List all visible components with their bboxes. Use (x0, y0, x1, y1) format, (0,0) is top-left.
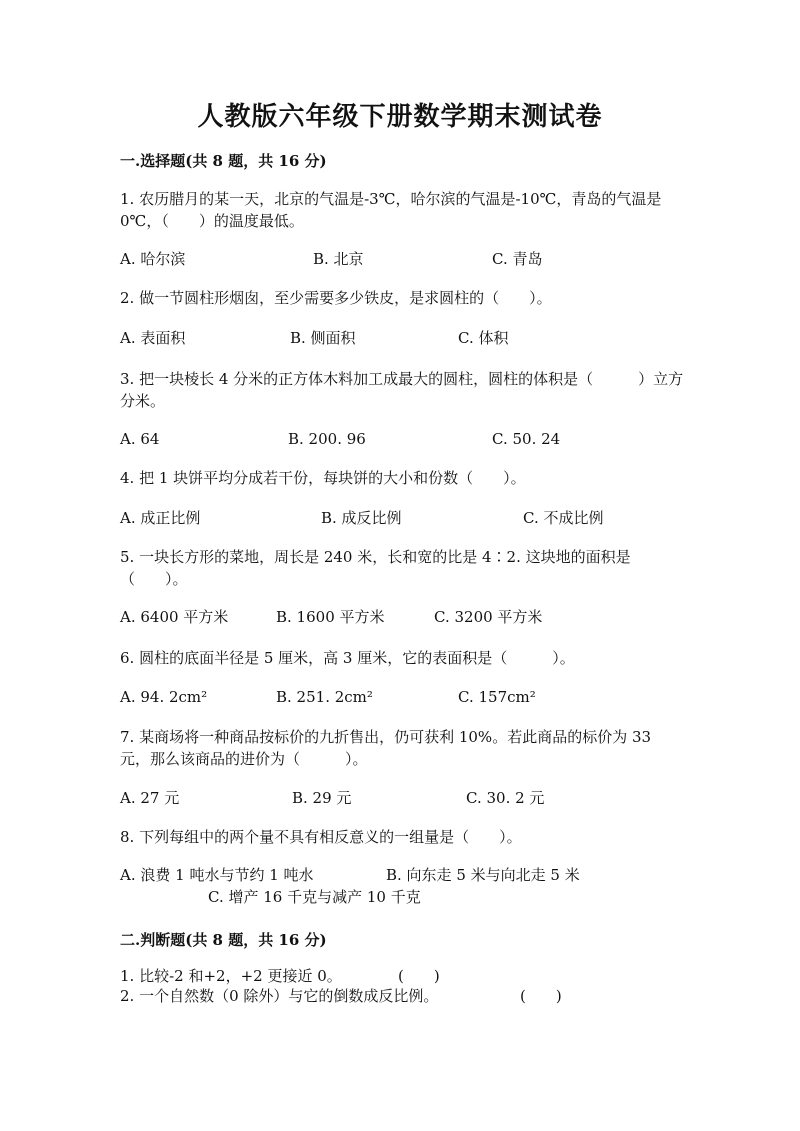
options-8-line2 (120, 886, 720, 908)
question-3: 3. 把一块棱长 4 分米的正方体木料加工成最大的圆柱，圆柱的体积是（ ）立方分米。 (120, 370, 684, 410)
options-8 (120, 864, 720, 886)
judgment-2 (120, 986, 720, 1006)
option-b: B. 29 元 (292, 789, 352, 807)
option-c: C. 青岛 (492, 250, 543, 268)
judgment-text: 1. 比较-2 和+2，+2 更接近 0。 (120, 967, 342, 985)
option-b: B. 251. 2cm² (276, 688, 373, 706)
judgment-text: 2. 一个自然数（0 除外）与它的倒数成反比例。 (120, 987, 439, 1005)
answer-blank: ( ) (398, 967, 440, 985)
option-c: C. 157cm² (458, 688, 536, 706)
option-c: C. 增产 16 千克与减产 10 千克 (208, 888, 421, 906)
question-7: 7. 某商场将一种商品按标价的九折售出，仍可获利 10%。若此商品的标价为 33 元，那么该商品的进价为（ ）。 (120, 728, 652, 768)
judgment-1 (120, 966, 720, 986)
question-4: 4. 把 1 块饼平均分成若干份，每块饼的大小和份数（ ）。 (120, 469, 526, 487)
option-b: B. 侧面积 (290, 329, 356, 347)
options-6 (120, 686, 720, 708)
option-a: A. 哈尔滨 (120, 250, 186, 268)
option-a: A. 64 (120, 430, 160, 448)
question-5: 5. 一块长方形的菜地，周长是 240 米，长和宽的比是 4∶2. 这块地的面积是（ ）。 (120, 548, 631, 588)
option-c: C. 不成比例 (523, 509, 604, 527)
page-title: 人教版六年级下册数学期末测试卷 (197, 102, 603, 132)
option-a: A. 94. 2cm² (120, 688, 208, 706)
option-c: C. 30. 2 元 (466, 789, 545, 807)
question-2: 2. 做一节圆柱形烟囱，至少需要多少铁皮，是求圆柱的（ ）。 (120, 289, 552, 307)
option-b: B. 向东走 5 米与向北走 5 米 (386, 866, 580, 884)
section-heading-choice: 一.选择题(共 8 题，共 16 分) (120, 152, 327, 170)
option-a: A. 27 元 (120, 789, 180, 807)
options-3 (120, 428, 720, 450)
option-b: B. 200. 96 (288, 430, 366, 448)
options-2 (120, 327, 720, 349)
options-7 (120, 787, 720, 809)
question-1: 1. 农历腊月的某一天，北京的气温是-3℃，哈尔滨的气温是-10℃，青岛的气温是 0℃，（ ）的温度最低。 (120, 190, 662, 230)
option-b: B. 成反比例 (321, 509, 402, 527)
section-heading-judgment: 二.判断题(共 8 题，共 16 分) (120, 931, 327, 949)
options-4 (120, 507, 720, 529)
option-b: B. 北京 (313, 250, 364, 268)
option-c: C. 3200 平方米 (434, 608, 543, 626)
option-a: A. 成正比例 (120, 509, 201, 527)
options-1 (120, 248, 720, 270)
option-a: A. 表面积 (120, 329, 186, 347)
options-5 (120, 606, 720, 628)
question-6: 6. 圆柱的底面半径是 5 厘米，高 3 厘米，它的表面积是（ ）。 (120, 649, 575, 667)
option-c: C. 体积 (458, 329, 509, 347)
question-8: 8. 下列每组中的两个量不具有相反意义的一组量是（ ）。 (120, 828, 522, 846)
option-b: B. 1600 平方米 (276, 608, 385, 626)
option-a: A. 浪费 1 吨水与节约 1 吨水 (120, 866, 314, 884)
answer-blank: ( ) (520, 987, 562, 1005)
option-a: A. 6400 平方米 (120, 608, 229, 626)
option-c: C. 50. 24 (492, 430, 561, 448)
